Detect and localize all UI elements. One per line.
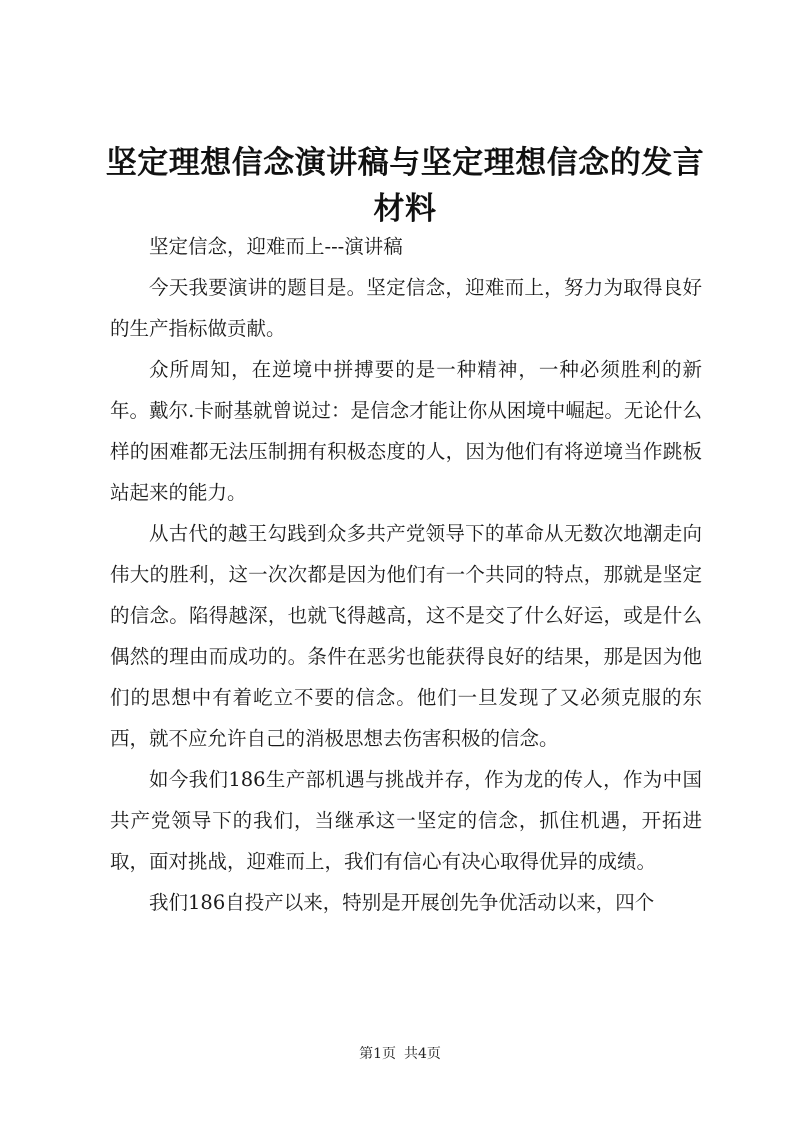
paragraph-5: 我们186自投产以来，特别是开展创先争优活动以来，四个 [149,891,655,914]
paragraph-1: 今天我要演讲的题目是。坚定信念，迎难而上，努力为取得良好的生产指标做贡献。 [110,276,702,340]
document-title: 坚定理想信念演讲稿与坚定理想信念的发言材料 [105,145,705,227]
page-number: 第1页 [359,1046,396,1062]
paragraph-4: 如今我们186生产部机遇与挑战并存，作为龙的传人，作为中国共产党领导下的我们，当继承这一坚定的信念，抓住机遇，开拓进取，面对挑战，迎难而上，我们有信心有决心取得优异的成绩。 [110,768,702,873]
page-total: 共4页 [404,1046,441,1062]
paragraph-3: 从古代的越王勾践到众多共产党领导下的革命从无数次地潮走向伟大的胜利，这一次次都是因为他们有一个共同的特点，那就是坚定的信念。陷得越深，也就飞得越高，这不是交了什么好运，或是什么偶然的理由而成功的。条件在恶劣也能获得良好的结果，那是因为他们的思想中有着屹立不要的信念。他们一旦发现了又必须克服的东西，就不应允许自己的消极思想去伤害积极的信念。 [110,522,702,750]
paragraph-2: 众所周知，在逆境中拼搏要的是一种精神，一种必须胜利的新年。戴尔.卡耐基就曾说过：是信念才能让你从困境中崛起。无论什么样的困难都无法压制拥有积极态度的人，因为他们有将逆境当作跳板站起来的能力。 [110,358,702,504]
page-footer [0,1044,800,1064]
speech-subtitle: 坚定信念，迎难而上---演讲稿 [149,235,403,258]
document-body [110,226,702,923]
